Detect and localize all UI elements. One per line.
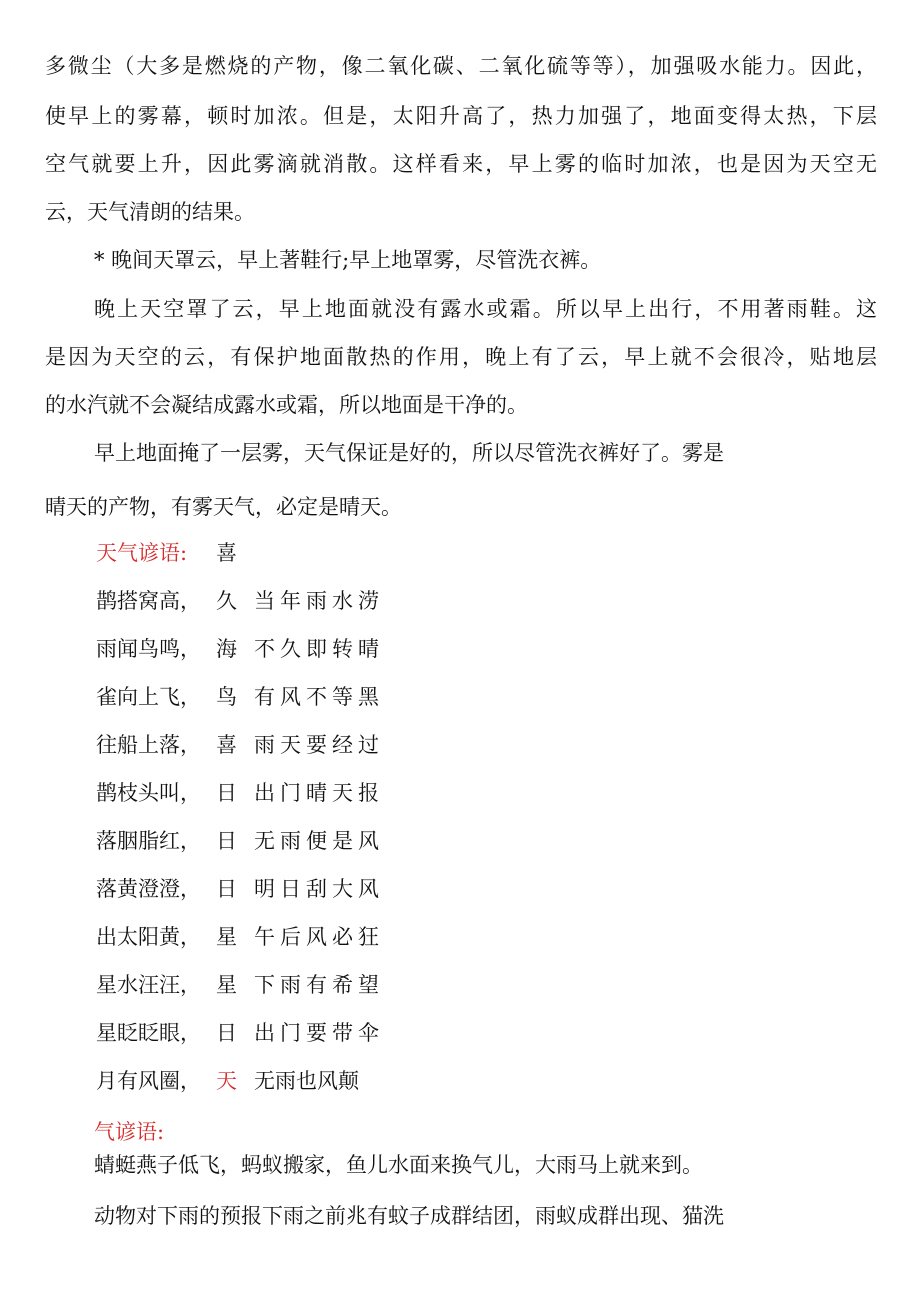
para1-line-1: 多微尘（大多是燃烧的产物，像二氧化碳、二氧化硫等等），加强吸水能力。因此， [45,54,877,78]
row-cell-a: 落胭脂红， [96,829,201,853]
row-cell-b: 日 [216,1021,237,1045]
para2-line-3: 的水汽就不会凝结成露水或霜，所以地面是干净的。 [45,393,528,417]
row-cell-a: 落黄澄澄， [96,877,201,901]
row-cell-a: 雨闻鸟鸣， [96,637,201,661]
row-cell-c: 当年雨水涝 [254,589,384,613]
row-cell-c: 出门要带伞 [254,1021,384,1045]
table-row [0,970,920,1000]
section1-heading: 天气谚语: [96,541,188,565]
table-row [0,1018,920,1048]
row-cell-c: 有风不等黑 [254,685,384,709]
row-cell-b-red: 天 [216,1069,237,1093]
row-cell-c: 下雨有希望 [254,973,384,997]
row-cell-a: 星眨眨眼， [96,1021,201,1045]
row-cell-b: 海 [216,637,237,661]
section2-heading: 气谚语: [94,1120,165,1144]
row-cell-b: 星 [216,973,237,997]
table-row [0,586,920,616]
table-row [0,826,920,856]
row-cell-c: 无雨便是风 [254,829,384,853]
section2-line-2: 动物对下雨的预报下雨之前兆有蚊子成群结团，雨蚁成群出现、猫洗 [94,1204,724,1228]
table-row [0,922,920,952]
row-cell-c: 无雨也风颠 [254,1069,359,1093]
table-row [0,730,920,760]
row-cell-b: 喜 [216,733,237,757]
table-row [0,634,920,664]
row-cell-c: 午后风必狂 [254,925,384,949]
row-cell-c: 雨天要经过 [254,733,384,757]
row-cell-a: 鹊搭窝高， [96,589,201,613]
para2-line-1: 晚上天空罩了云，早上地面就没有露水或霜。所以早上出行，不用著雨鞋。这 [94,297,877,321]
row-cell-b: 日 [216,781,237,805]
table-row [0,682,920,712]
section1-heading-extra: 喜 [216,541,237,565]
row-cell-a: 雀向上飞， [96,685,201,709]
para3-line-2: 晴天的产物，有雾天气，必定是晴天。 [45,495,402,519]
para1-line-4: 云，天气清朗的结果。 [45,200,255,224]
para1-line-3: 空气就要上升，因此雾滴就消散。这样看来，早上雾的临时加浓，也是因为天空无 [45,152,877,176]
row-cell-b: 日 [216,877,237,901]
row-cell-c: 不久即转晴 [254,637,384,661]
para2-line-2: 是因为天空的云，有保护地面散热的作用，晚上有了云，早上就不会很冷，贴地层 [45,345,877,369]
proverb-line: * 晚间天罩云，早上著鞋行;早上地罩雾，尽管洗衣裤。 [94,248,602,272]
row-cell-c: 明日刮大风 [254,877,384,901]
row-cell-b: 日 [216,829,237,853]
row-cell-c: 出门晴天报 [254,781,384,805]
row-cell-a: 往船上落， [96,733,201,757]
para3-line-1: 早上地面掩了一层雾，天气保证是好的，所以尽管洗衣裤好了。雾是 [94,441,724,465]
row-cell-b: 星 [216,925,237,949]
section2-line-1: 蜻蜓燕子低飞，蚂蚁搬家，鱼儿水面来换气儿，大雨马上就来到。 [94,1153,703,1177]
row-cell-b: 鸟 [216,685,237,709]
row-cell-a: 月有风圈， [96,1069,201,1093]
row-cell-a: 出太阳黄， [96,925,201,949]
table-row-last [0,1066,920,1096]
table-row [0,874,920,904]
section1-heading-row [0,538,920,568]
row-cell-a: 星水汪汪， [96,973,201,997]
row-cell-b: 久 [216,589,237,613]
table-row [0,778,920,808]
row-cell-a: 鹊枝头叫， [96,781,201,805]
para1-line-2: 使早上的雾幕，顿时加浓。但是，太阳升高了，热力加强了，地面变得太热，下层 [45,104,877,128]
